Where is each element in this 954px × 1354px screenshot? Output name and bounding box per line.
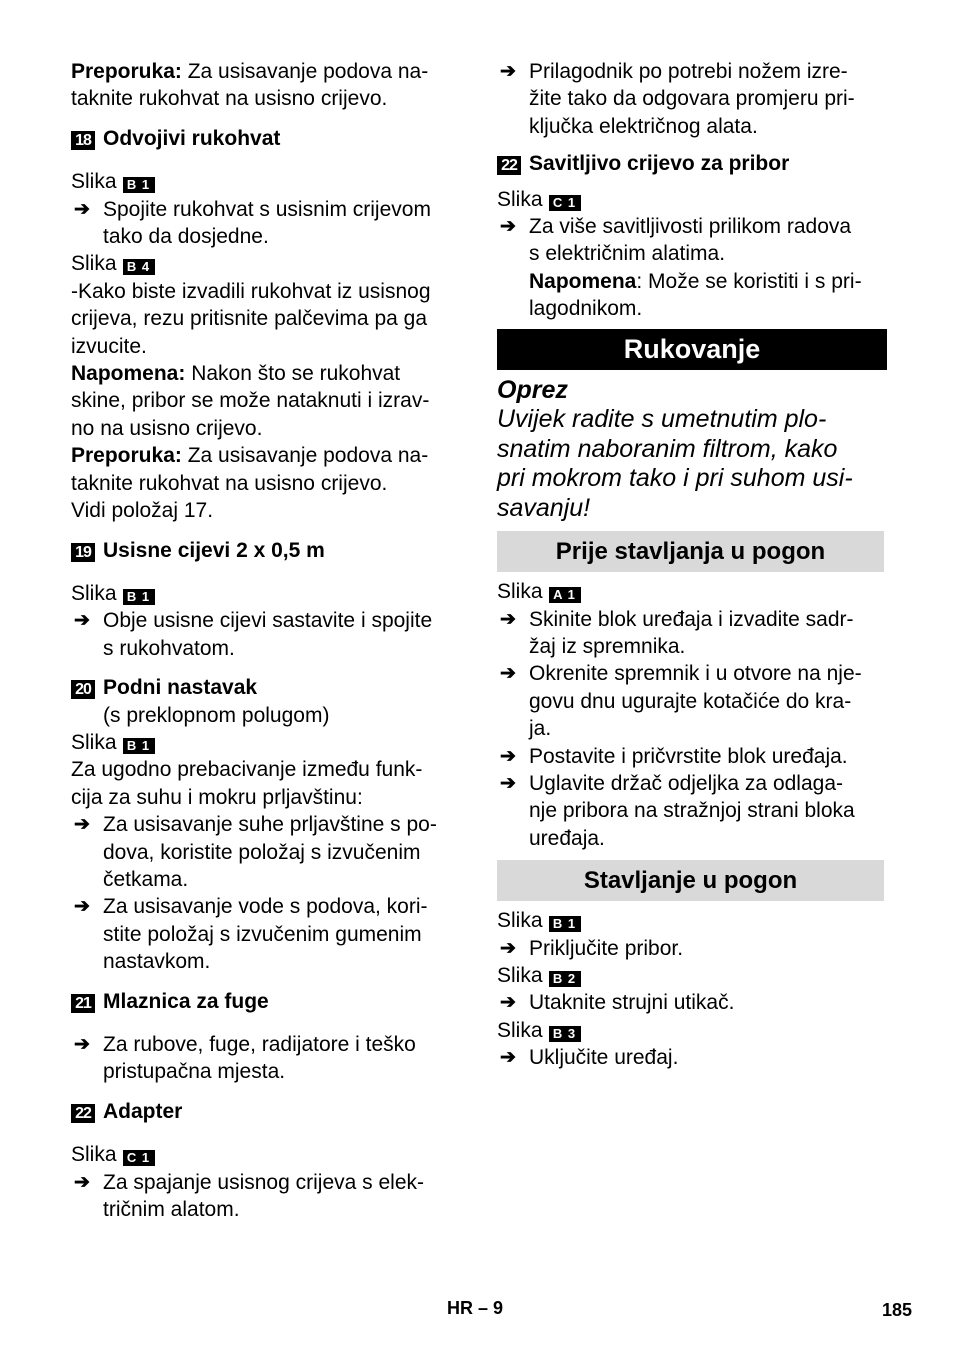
instruction-step: ➔ Za usisavanje suhe prljavštine s po- dova, koristite položaj s izvučenim četkama.	[74, 813, 437, 891]
heading-19: 19 Usisne cijevi 2 x 0,5 m	[71, 537, 461, 564]
note: Napomena: Nakon što se rukohvat	[71, 362, 401, 386]
figure-badge: B 4	[123, 259, 155, 275]
paragraph-line: taknite rukohvat na usisno crijevo.	[71, 471, 388, 495]
instruction-step: ➔ Za spajanje usisnog crijeva s elek- tričnim alatom.	[74, 1170, 424, 1222]
instruction-step: ➔ Okrenite spremnik i u otvore na nje- govu dnu ugurajte kotačiće do kra- ja.	[500, 662, 862, 741]
paragraph-line: Za ugodno prebacivanje između funk-	[71, 758, 423, 782]
arrow-right-icon: ➔	[74, 896, 90, 918]
item-number-badge: 18	[71, 131, 95, 150]
paragraph-line: Vidi položaj 17.	[71, 499, 214, 523]
instruction-step: ➔ Spojite rukohvat s usisnim crijevom tako da dosjedne.	[74, 197, 431, 249]
right-column	[497, 58, 887, 1072]
arrow-right-icon: ➔	[74, 198, 90, 220]
section-title: Rukovanje	[497, 329, 887, 370]
arrow-right-icon: ➔	[74, 1171, 90, 1193]
heading-22-hose: 22 Savitljivo crijevo za pribor	[497, 150, 887, 177]
figure-ref: Slika B 1	[71, 168, 461, 195]
arrow-right-icon: ➔	[500, 937, 516, 959]
instruction-step: ➔ Skinite blok uređaja i izvadite sadr- žaj iz spremnika.	[500, 607, 854, 658]
footer-page-number: 185	[881, 1300, 912, 1320]
instruction-step: ➔ Za rubove, fuge, radijatore i teško pristupačna mjesta.	[74, 1033, 416, 1084]
paragraph-line: izvucite.	[71, 334, 147, 358]
caution-title: Oprez	[497, 375, 568, 404]
left-column	[71, 58, 461, 1223]
heading-subtitle: (s preklopnom polugom)	[103, 703, 330, 727]
instruction-step: ➔ Obje usisne cijevi sastavite i spojite s rukohvatom.	[74, 609, 433, 660]
recommendation-1-line: taknite rukohvat na usisno crijevo.	[71, 87, 388, 111]
figure-badge: A 1	[549, 587, 581, 603]
figure-ref: Slika B 2	[497, 962, 887, 989]
figure-badge: B 1	[123, 177, 155, 193]
paragraph-line: cija za suhu i mokru prljavštinu:	[71, 785, 363, 809]
arrow-right-icon: ➔	[74, 814, 90, 836]
recommendation-2: Preporuka: Za usisavanje podova na-	[71, 444, 429, 468]
figure-badge: B 1	[123, 589, 155, 605]
arrow-right-icon: ➔	[500, 608, 516, 630]
arrow-right-icon: ➔	[74, 1034, 90, 1055]
caution-block: Oprez Uvijek radite s umetnutim plo- snatim naboranim filtrom, kako pri mokrom tako i pri suhom usi- savanju!	[497, 376, 887, 524]
note: Napomena: Može se koristiti i s pri-	[529, 269, 862, 293]
arrow-right-icon: ➔	[500, 1047, 516, 1069]
arrow-right-icon: ➔	[500, 745, 516, 767]
figure-ref: Slika C 1	[71, 1141, 461, 1168]
arrow-right-icon: ➔	[500, 992, 516, 1014]
subsection-title: Stavljanje u pogon	[497, 860, 884, 901]
instruction-step: ➔ Uglavite držač odjeljka za odlaga- nje pribora na stražnjoj strani bloka uređaja.	[500, 772, 855, 850]
figure-ref: Slika B 1	[497, 907, 887, 934]
item-number-badge: 22	[497, 156, 521, 175]
item-number-badge: 20	[71, 680, 95, 699]
figure-ref: Slika C 1	[497, 186, 887, 213]
figure-ref: Slika B 3	[497, 1017, 887, 1044]
instruction-step: ➔ Utaknite strujni utikač.	[497, 989, 887, 1016]
item-number-badge: 21	[71, 994, 95, 1013]
figure-badge: B 1	[549, 916, 581, 932]
item-number-badge: 22	[71, 1104, 95, 1123]
arrow-right-icon: ➔	[74, 610, 90, 632]
figure-ref: Slika B 1	[71, 580, 461, 607]
arrow-right-icon: ➔	[500, 61, 516, 82]
figure-badge: B 3	[549, 1026, 581, 1042]
instruction-step: ➔ Uključite uređaj.	[497, 1044, 887, 1071]
paragraph-line: skine, pribor se može nataknuti i izrav-	[71, 389, 430, 413]
instruction-step: ➔ Za usisavanje vode s podova, kori- stite položaj s izvučenim gumenim nastavkom.	[74, 895, 428, 974]
figure-ref: Slika A 1	[497, 578, 887, 605]
item-number-badge: 19	[71, 543, 95, 562]
paragraph-line: -Kako biste izvadili rukohvat iz usisnog	[71, 279, 431, 303]
subsection-title: Prije stavljanja u pogon	[497, 531, 884, 572]
figure-badge: B 1	[123, 738, 155, 754]
instruction-step: ➔ Prilagodnik po potrebi nožem izre- žite tako da odgovara promjeru pri- ključka električnog alata.	[500, 60, 855, 138]
recommendation-1: Preporuka: Za usisavanje podova na-	[71, 60, 429, 83]
heading-22: 22 Adapter	[71, 1098, 461, 1125]
footer-language-code: HR – 9	[447, 1298, 504, 1318]
heading-18: 18 Odvojivi rukohvat	[71, 125, 461, 152]
instruction-step: ➔ Postavite i pričvrstite blok uređaja.	[497, 743, 887, 770]
figure-ref: Slika B 4	[71, 250, 461, 277]
figure-badge: B 2	[549, 971, 581, 987]
instruction-step: ➔ Za više savitljivosti prilikom radova s električnim alatima. Napomena: Može se koristiti i s pri- lagodnikom.	[497, 213, 887, 323]
figure-ref: Slika B 1	[71, 729, 461, 756]
heading-21: 21 Mlaznica za fuge	[71, 988, 461, 1015]
paragraph-line: no na usisno crijevo.	[71, 416, 263, 440]
arrow-right-icon: ➔	[500, 773, 516, 794]
figure-badge: C 1	[549, 195, 581, 211]
heading-20: 20 Podni nastavak	[71, 674, 461, 701]
arrow-right-icon: ➔	[500, 663, 516, 685]
paragraph-line: crijeva, rezu pritisnite palčevima pa ga	[71, 307, 427, 331]
arrow-right-icon: ➔	[500, 216, 516, 238]
instruction-step: ➔ Priključite pribor.	[497, 935, 887, 962]
figure-badge: C 1	[123, 1150, 155, 1166]
